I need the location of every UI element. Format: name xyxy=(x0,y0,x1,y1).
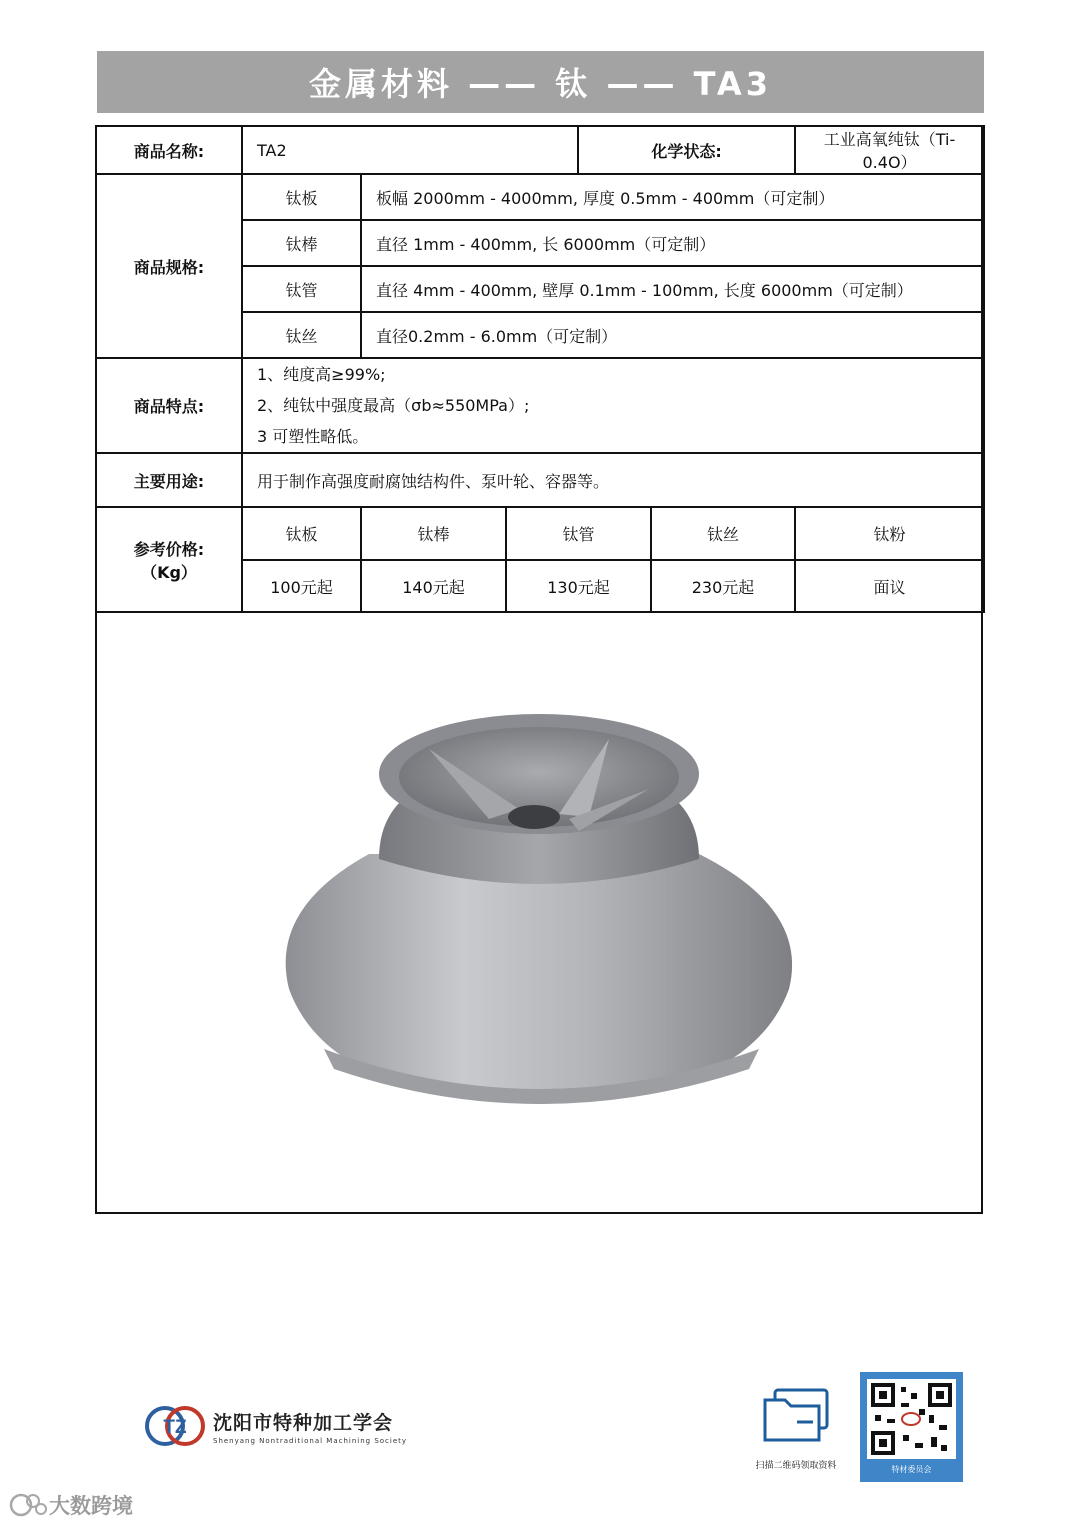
price-header: 钛棒 xyxy=(361,507,506,560)
logo-letters: TZ xyxy=(163,1417,187,1438)
price-header: 钛粉 xyxy=(795,507,984,560)
price-value: 130元起 xyxy=(506,560,651,612)
impeller-photo xyxy=(97,605,981,1212)
state-label: 化学状态: xyxy=(578,126,795,174)
usage-label: 主要用途: xyxy=(96,453,242,507)
price-value: 面议 xyxy=(795,560,984,612)
price-value: 100元起 xyxy=(242,560,361,612)
watermark xyxy=(9,1490,133,1520)
qr-code-icon[interactable] xyxy=(867,1379,956,1459)
usage-value: 用于制作高强度耐腐蚀结构件、泵叶轮、容器等。 xyxy=(242,453,984,507)
spec-desc: 直径 4mm - 400mm, 壁厚 0.1mm - 100mm, 长度 6000mm（可定制） xyxy=(361,266,984,312)
scan-block xyxy=(748,1388,844,1471)
price-value: 230元起 xyxy=(651,560,795,612)
feature-item: 1、纯度高≥99%; xyxy=(257,365,386,384)
spec-table xyxy=(95,125,985,613)
spec-item: 钛板 xyxy=(242,174,361,220)
price-value: 140元起 xyxy=(361,560,506,612)
price-header: 钛丝 xyxy=(651,507,795,560)
state-value: 工业高氧纯钛（Ti-0.4O） xyxy=(795,126,984,174)
spec-desc: 板幅 2000mm - 4000mm, 厚度 0.5mm - 400mm（可定制） xyxy=(361,174,984,220)
org-name-en: Shenyang Nontraditional Machining Society xyxy=(213,1436,408,1445)
price-label-cell xyxy=(96,507,242,612)
price-header: 钛管 xyxy=(506,507,651,560)
feature-item: 3 可塑性略低。 xyxy=(257,427,369,446)
spec-item: 钛丝 xyxy=(242,312,361,358)
price-label: 参考价格: xyxy=(133,539,205,559)
spec-desc: 直径0.2mm - 6.0mm（可定制） xyxy=(361,312,984,358)
spec-desc: 直径 1mm - 400mm, 长 6000mm（可定制） xyxy=(361,220,984,266)
name-label: 商品名称: xyxy=(96,126,242,174)
spec-item: 钛棒 xyxy=(242,220,361,266)
impeller-photo-icon xyxy=(229,659,849,1159)
qr-caption: 特材委员会 xyxy=(891,1465,932,1474)
price-header: 钛板 xyxy=(242,507,361,560)
feature-item: 2、纯钛中强度最高（σb≈550MPa）; xyxy=(257,396,530,415)
feature-label: 商品特点: xyxy=(96,358,242,453)
spec-label: 商品规格: xyxy=(96,174,242,358)
org-name-cn: 沈阳市特种加工学会 xyxy=(213,1411,394,1434)
tz-logo-icon xyxy=(143,1404,207,1448)
page-title: 金属材料 —— 钛 —— TA3 xyxy=(97,51,984,113)
scan-caption: 扫描二维码领取资料 xyxy=(755,1461,837,1471)
watermark-text: 大数跨境 xyxy=(49,1494,133,1518)
price-unit: （Kg） xyxy=(141,562,197,582)
folder-icon xyxy=(761,1388,831,1444)
feature-list xyxy=(242,358,984,453)
name-value: TA2 xyxy=(242,126,578,174)
qr-card[interactable] xyxy=(860,1372,963,1482)
org-logo xyxy=(143,1404,407,1448)
watermark-icon xyxy=(9,1492,49,1518)
spec-item: 钛管 xyxy=(242,266,361,312)
